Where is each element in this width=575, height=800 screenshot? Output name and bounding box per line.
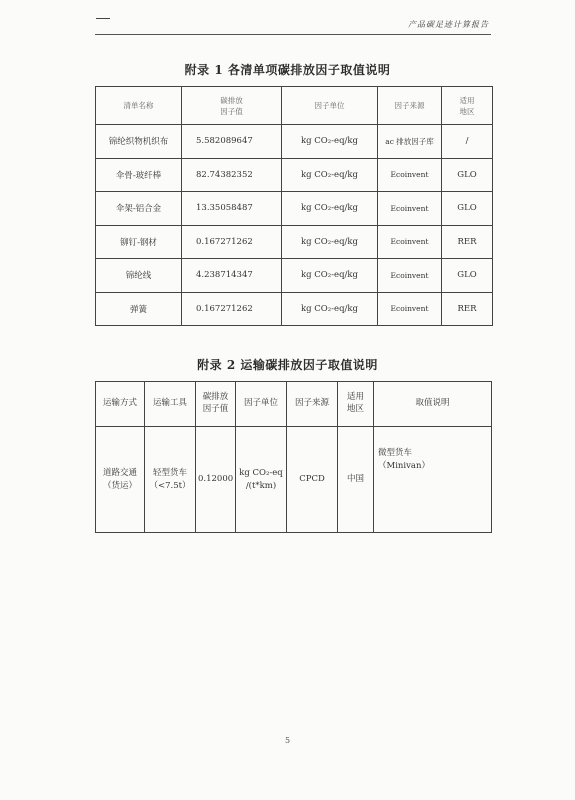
table-row	[96, 225, 493, 259]
region: RER	[442, 292, 493, 326]
region: GLO	[442, 259, 493, 293]
factor-value: 82.74382352	[182, 158, 282, 192]
region: GLO	[442, 192, 493, 226]
factor-source: Ecoinvent	[378, 192, 442, 226]
header-rule	[95, 34, 491, 35]
table-row	[96, 427, 492, 533]
table-row	[96, 259, 493, 293]
appendix1-title: 附录 1 各清单项碳排放因子取值说明	[184, 63, 391, 77]
table-header-row	[96, 87, 493, 125]
factor-unit: kg CO₂-eq /(t*km)	[236, 427, 287, 533]
col-header: 碳排放 因子值	[182, 87, 282, 125]
table-row	[96, 192, 493, 226]
factor-value: 0.167271262	[182, 225, 282, 259]
col-header: 运输工具	[145, 382, 196, 427]
factor-value: 5.582089647	[182, 125, 282, 159]
col-header: 因子单位	[236, 382, 287, 427]
header-tick	[96, 18, 110, 19]
transport-mode: 道路交通 （货运）	[96, 427, 145, 533]
factor-source: Ecoinvent	[378, 225, 442, 259]
value-description: 微型货车 （Minivan）	[374, 427, 492, 533]
factor-unit: kg CO₂-eq/kg	[282, 125, 378, 159]
col-header: 因子单位	[282, 87, 378, 125]
table-row	[96, 158, 493, 192]
region: RER	[442, 225, 493, 259]
item-name: 弹簧	[96, 292, 182, 326]
table-row	[96, 125, 493, 159]
item-name: 锦纶织物机织布	[96, 125, 182, 159]
factor-source: CPCD	[287, 427, 338, 533]
appendix2-table	[95, 381, 492, 533]
item-name: 锦纶线	[96, 259, 182, 293]
col-header: 取值说明	[374, 382, 492, 427]
transport-vehicle: 轻型货车 （<7.5t）	[145, 427, 196, 533]
item-name: 伞骨-玻纤棒	[96, 158, 182, 192]
factor-unit: kg CO₂-eq/kg	[282, 259, 378, 293]
region: GLO	[442, 158, 493, 192]
col-header: 适用 地区	[442, 87, 493, 125]
page-number: 5	[284, 736, 291, 745]
factor-value: 0.167271262	[182, 292, 282, 326]
region: /	[442, 125, 493, 159]
table-header-row	[96, 382, 492, 427]
running-header: 产品碳足迹计算报告	[408, 20, 489, 29]
factor-unit: kg CO₂-eq/kg	[282, 292, 378, 326]
col-header: 适用 地区	[338, 382, 374, 427]
col-header: 运输方式	[96, 382, 145, 427]
col-header: 清单名称	[96, 87, 182, 125]
appendix2-title: 附录 2 运输碳排放因子取值说明	[197, 358, 378, 372]
region: 中国	[338, 427, 374, 533]
factor-value: 4.238714347	[182, 259, 282, 293]
table-row	[96, 292, 493, 326]
col-header: 碳排放 因子值	[196, 382, 236, 427]
col-header: 因子来源	[378, 87, 442, 125]
factor-unit: kg CO₂-eq/kg	[282, 225, 378, 259]
factor-source: Ecoinvent	[378, 292, 442, 326]
factor-unit: kg CO₂-eq/kg	[282, 158, 378, 192]
factor-source: Ecoinvent	[378, 259, 442, 293]
factor-value: 13.35058487	[182, 192, 282, 226]
factor-unit: kg CO₂-eq/kg	[282, 192, 378, 226]
item-name: 铆钉-钢材	[96, 225, 182, 259]
item-name: 伞架-铝合金	[96, 192, 182, 226]
factor-source: ac 排放因子库	[378, 125, 442, 159]
appendix1-table	[95, 86, 493, 326]
factor-source: Ecoinvent	[378, 158, 442, 192]
col-header: 因子来源	[287, 382, 338, 427]
factor-value: 0.12000	[196, 427, 236, 533]
